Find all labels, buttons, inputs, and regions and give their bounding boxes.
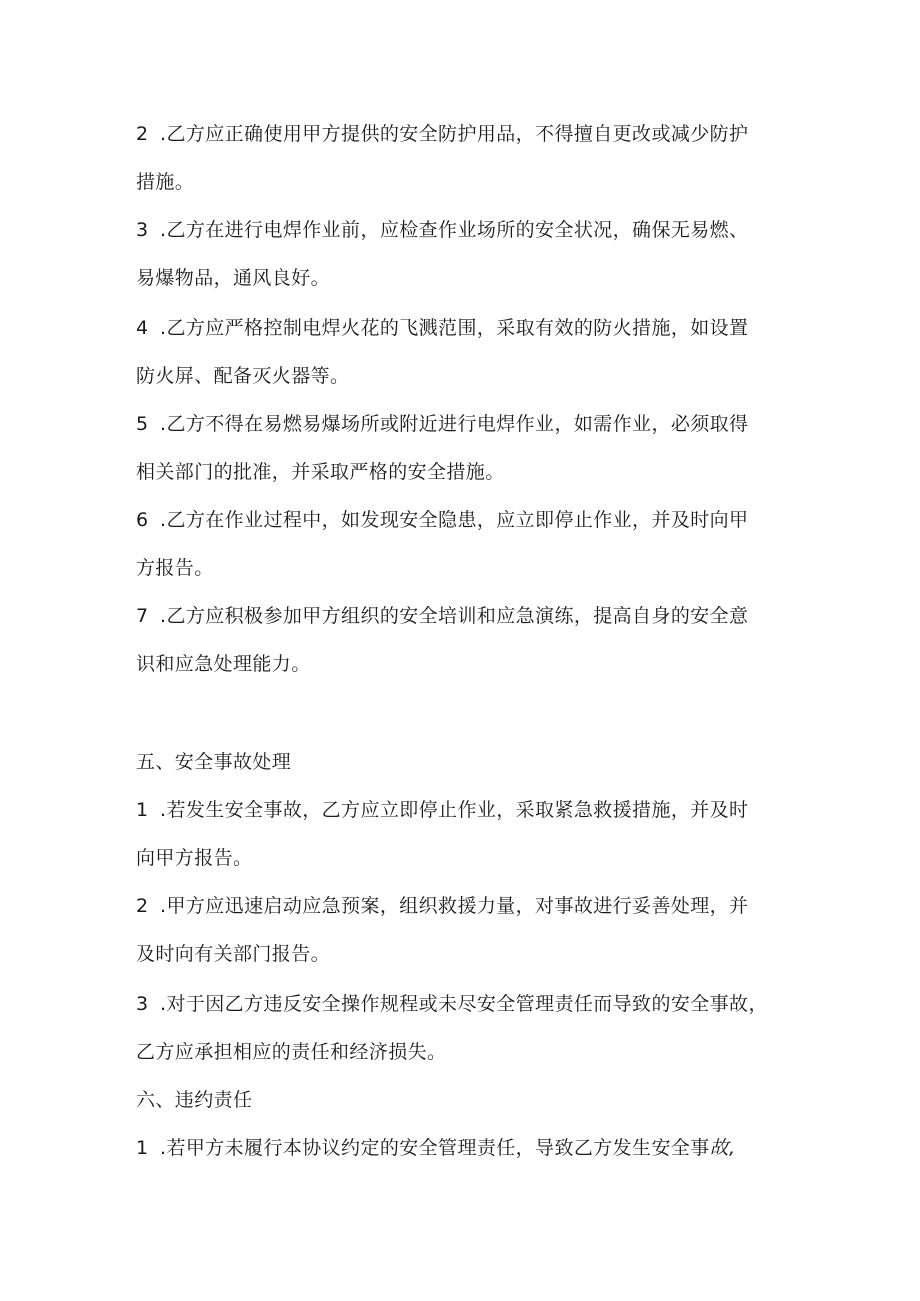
item-number: 2 <box>136 895 149 917</box>
s4-item-6-line2: 方报告。 <box>136 557 214 579</box>
s5-item-3-line2: 乙方应承担相应的责任和经济损失。 <box>136 1041 447 1063</box>
s4-item-4-line1 <box>136 316 748 340</box>
item-text: .若甲方未履行本协议约定的安全管理责任，导致乙方发生安全事 <box>160 1137 710 1159</box>
item-text: .乙方在作业过程中，如发现安全隐患，应立即停止作业，并及时向甲 <box>160 509 749 531</box>
item-number: 2 <box>136 123 149 145</box>
item-text: .若发生安全事故，乙方应立即停止作业，采取紧急救援措施，并及时 <box>160 799 749 821</box>
s4-item-6-line1 <box>136 508 748 532</box>
s4-item-7-line1 <box>136 604 748 628</box>
section-5-heading: 五、安全事故处理 <box>136 751 292 773</box>
item-text: .对于因乙方违反安全操作规程或未尽安全管理责任而导致的安全事故， <box>160 993 768 1015</box>
item-text: .乙方在进行电焊作业前，应检查作业场所的安全状况，确保无易燃、 <box>160 219 749 241</box>
item-number: 3 <box>136 993 149 1015</box>
item-number: 3 <box>136 219 149 241</box>
s4-item-7-line2: 识和应急处理能力。 <box>136 653 311 675</box>
s5-item-2-line1 <box>136 894 748 918</box>
s5-item-2-line2: 及时向有关部门报告。 <box>136 943 331 965</box>
s4-item-4-line2: 防火屏、配备灭火器等。 <box>136 365 350 387</box>
s4-item-2-line1 <box>136 122 748 146</box>
section-6-heading: 六、违约责任 <box>136 1089 253 1111</box>
item-number: 6 <box>136 509 149 531</box>
s4-item-2-line2: 措施。 <box>136 171 195 193</box>
item-number: 7 <box>136 605 149 627</box>
s4-item-3-line2: 易爆物品，通风良好。 <box>136 267 331 289</box>
item-number: 1 <box>136 799 149 821</box>
item-text: .甲方应迅速启动应急预案，组织救援力量，对事故进行妥善处理，并 <box>160 895 749 917</box>
s6-item-1-line1 <box>136 1136 736 1160</box>
s5-item-1-line2: 向甲方报告。 <box>136 847 253 869</box>
item-text: .乙方不得在易燃易爆场所或附近进行电焊作业，如需作业，必须取得 <box>160 413 749 435</box>
item-text: .乙方应正确使用甲方提供的安全防护用品，不得擅自更改或减少防护 <box>160 123 749 145</box>
item-text: .乙方应严格控制电焊火花的飞溅范围，采取有效的防火措施，如设置 <box>160 317 749 339</box>
item-text: .乙方应积极参加甲方组织的安全培训和应急演练，提高自身的安全意 <box>160 605 749 627</box>
s4-item-5-line1 <box>136 412 748 436</box>
s4-item-3-line1 <box>136 218 748 242</box>
s4-item-5-line2: 相关部门的批准，并采取严格的安全措施。 <box>136 461 505 483</box>
s5-item-3-line1 <box>136 992 768 1016</box>
item-number: 5 <box>136 413 149 435</box>
item-text-tail: 故, <box>709 1137 736 1159</box>
item-number: 1 <box>136 1137 149 1159</box>
item-number: 4 <box>136 317 149 339</box>
s5-item-1-line1 <box>136 798 748 822</box>
